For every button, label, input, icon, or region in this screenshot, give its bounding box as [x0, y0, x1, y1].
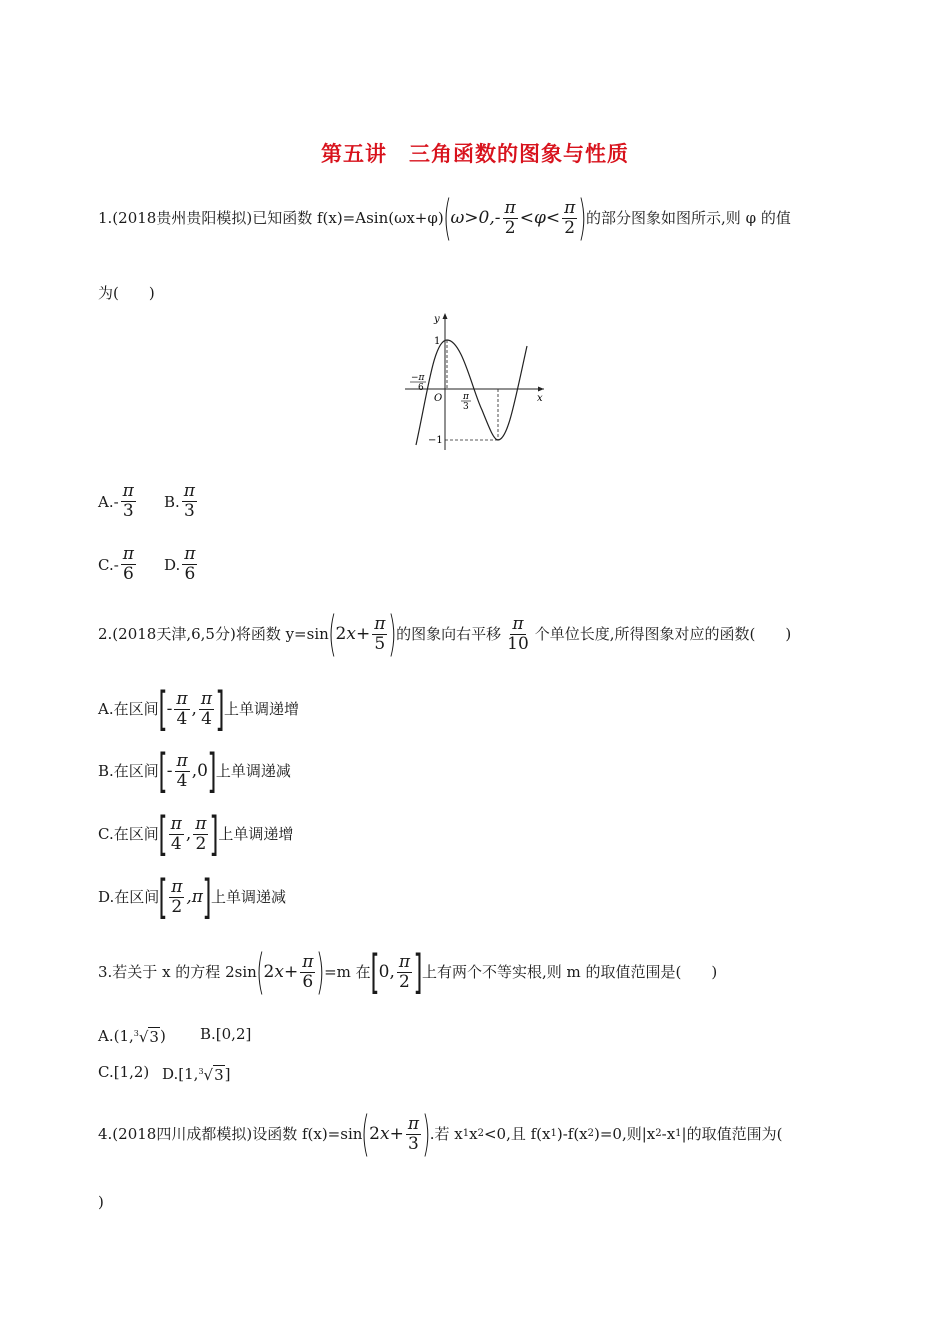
root-index: 3	[133, 1029, 139, 1038]
left-paren: (	[255, 944, 265, 1000]
q2-option-a[interactable]	[98, 682, 300, 736]
q4-text-x2: x	[469, 1125, 478, 1143]
right-paren: )	[578, 190, 587, 246]
numerator: π	[407, 1113, 419, 1134]
q4-fraction-pi-3	[406, 1115, 421, 1154]
option-tail: 上单调递增	[224, 700, 300, 718]
subscript: 2	[477, 1128, 484, 1139]
q3-option-b[interactable]: B.[0,2]	[200, 1025, 252, 1043]
q2-coef: 2	[335, 624, 347, 644]
denominator: 2	[564, 217, 576, 238]
numerator: π	[504, 197, 516, 218]
x-label: x	[537, 393, 543, 404]
q1-phi-condition: <φ<	[519, 208, 561, 228]
option-fraction	[182, 482, 197, 521]
numerator: π	[122, 544, 134, 564]
option-fraction-lo	[174, 690, 189, 729]
minus: -	[166, 761, 173, 781]
sine-curve	[416, 340, 527, 445]
option-tail: 上单调递减	[215, 762, 291, 780]
option-label: D.	[164, 555, 181, 574]
numerator: π	[398, 951, 411, 972]
q2-mid: 的图象向右平移	[396, 625, 502, 643]
option-label: D.[1,	[162, 1064, 199, 1083]
q4-text-1: .若 x	[429, 1125, 463, 1143]
q4-x: x	[379, 1124, 390, 1144]
q3-option-c[interactable]: C.[1,2)	[98, 1063, 150, 1081]
q1-option-c[interactable]	[98, 545, 138, 584]
label-one: 1	[434, 336, 441, 347]
right-bracket: ]	[202, 870, 212, 924]
upper-bound: ,π	[186, 887, 203, 907]
left-bracket: [	[158, 744, 168, 798]
pi-3-num: π	[463, 392, 469, 402]
q3-eq: =m 在	[324, 963, 371, 981]
left-bracket: [	[158, 682, 168, 736]
q3-prefix: 3.若关于 x 的方程 2sin	[98, 963, 257, 981]
numerator: π	[512, 613, 524, 634]
y-label: y	[434, 314, 440, 325]
q2-option-d[interactable]	[98, 870, 286, 924]
q1-line2: 为( )	[98, 284, 155, 302]
option-fraction-hi	[193, 815, 208, 854]
q4-text-4: )=0,则|x	[594, 1125, 656, 1143]
denominator: 2	[399, 971, 410, 992]
q3-x: x	[274, 962, 284, 982]
radicand: 3	[214, 1066, 224, 1084]
left-bracket: [	[158, 870, 168, 924]
numerator: π	[184, 544, 196, 564]
numerator: π	[564, 197, 576, 218]
q1-omega-condition: ω>0,-	[450, 208, 501, 228]
left-bracket: [	[370, 945, 380, 999]
right-paren: )	[422, 1106, 431, 1162]
subscript: 2	[587, 1128, 595, 1139]
option-fraction-hi	[199, 690, 214, 729]
pi-3-den: 3	[463, 402, 469, 412]
option-label: C.在区间	[98, 825, 159, 843]
q3-suffix: 上有两个不等实根,则 m 的取值范围是( )	[422, 963, 718, 981]
q1-sine-graph	[400, 310, 550, 452]
denominator: 6	[184, 564, 196, 584]
q2-option-b[interactable]	[98, 744, 291, 798]
option-label: D.在区间	[98, 888, 160, 906]
neg-pi-6-den: 6	[418, 383, 424, 393]
denominator: 3	[407, 1133, 419, 1154]
denominator: 4	[176, 708, 188, 729]
left-paren: (	[442, 190, 452, 246]
q4-plus: +	[389, 1124, 404, 1144]
subscript: 1	[550, 1128, 557, 1139]
q1-option-a[interactable]	[98, 482, 138, 521]
q3-zero: 0,	[378, 962, 395, 982]
option-label: C.-	[98, 555, 119, 574]
upper-bound: ,0	[191, 761, 208, 781]
q2-plus: +	[355, 624, 371, 644]
q2-prefix: 2.(2018天津,6,5分)将函数 y=sin	[98, 625, 329, 643]
q4-suffix: |的取值范围为(	[681, 1125, 783, 1143]
q2-suffix: 个单位长度,所得图象对应的函数( )	[534, 625, 792, 643]
question-1	[98, 190, 791, 246]
q1-fraction-pi-2b	[562, 199, 577, 238]
numerator: π	[195, 813, 207, 834]
q2-x: x	[346, 624, 356, 644]
origin-label: O	[434, 393, 443, 404]
q4-text-5: -x	[661, 1125, 676, 1143]
option-label: B.在区间	[98, 762, 159, 780]
numerator: π	[122, 481, 134, 501]
q1-option-b[interactable]	[164, 482, 199, 521]
comma: ,	[185, 824, 192, 844]
option-close: ]	[224, 1064, 231, 1083]
comma: ,	[191, 699, 197, 719]
left-bracket: [	[158, 807, 168, 861]
q1-suffix: 的部分图象如图所示,则 φ 的值	[586, 209, 791, 227]
left-paren: (	[327, 606, 337, 662]
option-fraction-lo	[169, 815, 184, 854]
subscript: 1	[462, 1128, 470, 1139]
right-bracket: ]	[413, 945, 423, 999]
numerator: π	[302, 951, 314, 972]
numerator: π	[176, 688, 188, 709]
option-fraction	[121, 545, 136, 584]
q3-fraction-pi-6	[300, 953, 315, 992]
x-axis-arrow	[538, 387, 544, 392]
denominator: 2	[195, 833, 207, 854]
numerator: π	[176, 750, 188, 771]
q2-fraction-pi-10	[505, 615, 531, 654]
denominator: 6	[122, 564, 134, 584]
numerator: π	[183, 481, 195, 501]
neg-pi-6-num: −π	[411, 373, 425, 383]
denominator: 2	[504, 217, 516, 238]
q4-prefix: 4.(2018四川成都模拟)设函数 f(x)=sin	[98, 1125, 363, 1143]
q4-coef: 2	[369, 1124, 380, 1144]
radicand: 3	[149, 1028, 159, 1046]
left-paren: (	[361, 1106, 370, 1162]
option-tail: 上单调递减	[210, 888, 286, 906]
q3-fraction-pi-2	[397, 953, 412, 992]
right-paren: )	[316, 944, 325, 1000]
option-tail: 上单调递增	[218, 825, 294, 843]
q3-option-d[interactable]	[162, 1060, 231, 1087]
question-2	[98, 606, 792, 662]
subscript: 1	[675, 1128, 682, 1139]
numerator: π	[200, 688, 213, 709]
q3-option-a[interactable]	[98, 1022, 166, 1049]
q4-text-3: )-f(x	[556, 1125, 588, 1143]
option-label: B.	[164, 492, 180, 511]
denominator: 5	[374, 633, 386, 654]
question-3	[98, 944, 718, 1000]
q2-option-c[interactable]	[98, 807, 294, 861]
denominator: 10	[507, 633, 529, 654]
option-label: A.(1,	[98, 1026, 134, 1045]
minus: -	[166, 699, 173, 719]
right-paren: )	[388, 606, 397, 662]
q1-option-d[interactable]	[164, 545, 199, 584]
question-4	[98, 1106, 783, 1162]
cube-root-3: $^3$√3	[133, 1028, 159, 1046]
right-bracket: ]	[207, 744, 217, 798]
q1-prefix: 1.(2018贵州贵阳模拟)已知函数 f(x)=Asin(ωx+φ)	[98, 209, 444, 227]
q4-text-2: <0,且 f(x	[483, 1125, 551, 1143]
option-label: A.-	[98, 492, 119, 511]
subscript: 2	[655, 1128, 662, 1139]
option-fraction-lo	[175, 752, 190, 791]
q2-fraction-pi-5	[372, 615, 387, 654]
denominator: 3	[183, 501, 195, 521]
denominator: 6	[302, 971, 314, 992]
denominator: 4	[201, 708, 212, 729]
option-fraction-lo	[169, 878, 184, 917]
option-fraction	[182, 545, 197, 584]
option-label: A.在区间	[98, 700, 159, 718]
numerator: π	[171, 876, 183, 897]
root-index: 3	[198, 1067, 204, 1076]
q3-plus: +	[283, 962, 299, 982]
denominator: 2	[171, 896, 183, 917]
right-bracket: ]	[215, 682, 225, 736]
y-axis-arrow	[443, 313, 448, 319]
denominator: 4	[176, 770, 188, 791]
page-title: 第五讲 三角函数的图象与性质	[321, 142, 629, 166]
option-close: )	[159, 1026, 166, 1045]
numerator: π	[374, 613, 386, 634]
label-neg-one: −1	[428, 435, 443, 446]
denominator: 4	[170, 833, 182, 854]
cube-root-3: $^3$√3	[198, 1066, 224, 1084]
q4-line2: )	[98, 1193, 104, 1211]
denominator: 3	[122, 501, 134, 521]
q3-coef: 2	[263, 962, 275, 982]
q1-fraction-pi-2	[503, 199, 518, 238]
right-bracket: ]	[209, 807, 219, 861]
numerator: π	[170, 813, 182, 834]
option-fraction	[121, 482, 136, 521]
